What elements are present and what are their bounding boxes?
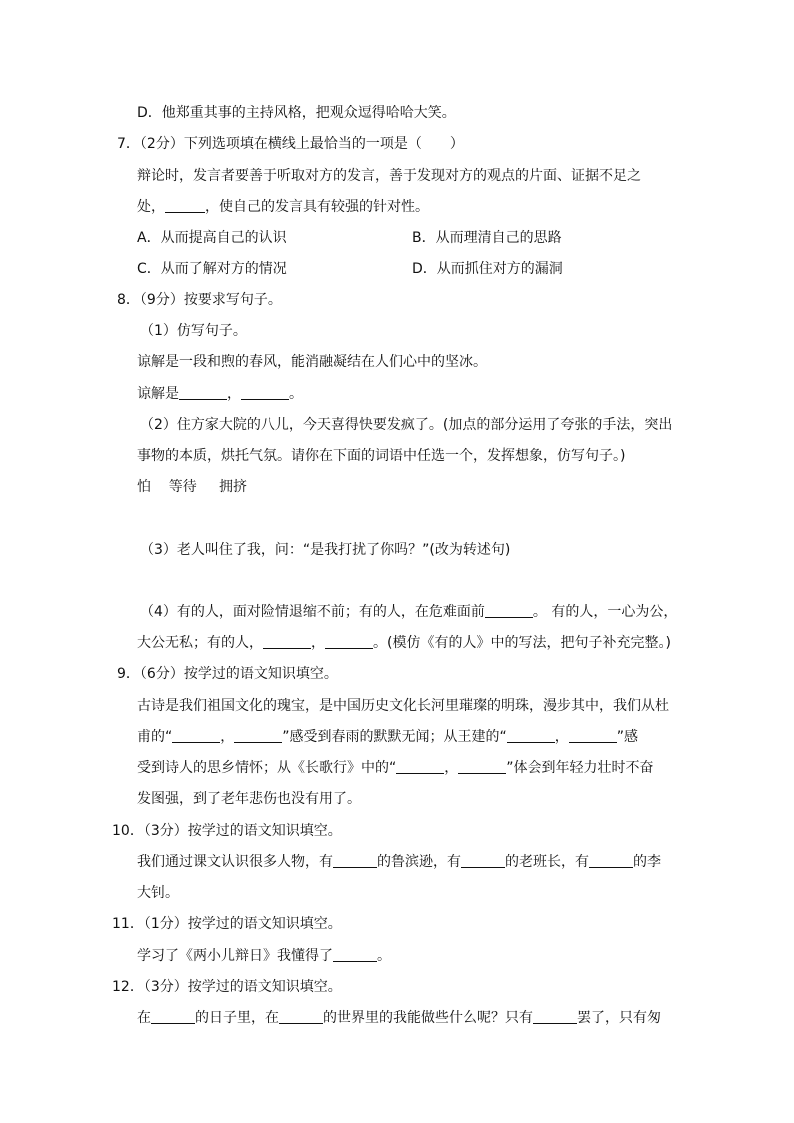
q11-line1 [137, 946, 391, 966]
q11-text-a: 学习了《两小儿辩日》我懂得了 [137, 948, 333, 964]
q7-options-row2 [137, 259, 737, 279]
q8-part1-text-a: 谅解是 [137, 386, 179, 402]
q8-part3: （3）老人叫住了我，问：“是我打扰了你吗？”(改为转述句) [140, 542, 511, 558]
q7-option-b[interactable]: B．从而理清自己的思路 [412, 230, 562, 246]
q8-part4-line1 [140, 602, 677, 622]
q10-blank-2[interactable] [461, 853, 505, 868]
q10-text-d: 的李 [633, 854, 661, 870]
q9-text-b: ， [220, 729, 235, 745]
q9-blank-5[interactable] [396, 759, 444, 774]
q8-part1-blank-2[interactable] [241, 385, 289, 400]
q9-line1: 古诗是我们祖国文化的瑰宝，是中国历史文化长河里璀璨的明珠，漫步其中，我们从杜 [137, 698, 669, 714]
q9-blank-4[interactable] [569, 728, 617, 743]
q12-line1 [137, 1008, 661, 1028]
q12-text-a: 在 [137, 1010, 151, 1026]
q9-line2 [137, 727, 638, 747]
q11-blank[interactable] [333, 947, 377, 962]
q12-text-b: 的日子里，在 [195, 1010, 279, 1026]
q7-header [117, 134, 464, 154]
q12-text-d: 罢了，只有匆 [577, 1010, 661, 1026]
q8-part2-words: 怕 等待 拥挤 [137, 479, 248, 495]
q7-option-c[interactable]: C．从而了解对方的情况 [137, 261, 287, 277]
q8-part1-blank-1[interactable] [179, 385, 227, 400]
q8-part4-text-a: （4）有的人，面对险情退缩不前；有的人，在危难面前 [140, 604, 485, 620]
q8-part1-label: （1）仿写句子。 [140, 323, 247, 339]
q12-header: 12．（3分）按学过的语文知识填空。 [112, 979, 342, 995]
q9-text-h: ”体会到年轻力壮时不奋 [506, 760, 654, 776]
q9-blank-3[interactable] [507, 728, 555, 743]
q9-line4: 发图强，到了老年悲伤也没有用了。 [137, 791, 361, 807]
q9-text-g: ， [444, 760, 459, 776]
q8-part1-text-c: 。 [289, 386, 303, 402]
q9-blank-1[interactable] [172, 728, 220, 743]
q9-blank-6[interactable] [458, 759, 506, 774]
q7-close: ） [449, 136, 464, 152]
q10-text-c: 的老班长，有 [505, 854, 589, 870]
q10-text-a: 我们通过课文认识很多人物，有 [137, 854, 333, 870]
q7-options-row1 [137, 228, 737, 248]
q8-part1-text-b: ， [227, 386, 241, 402]
q7-blank[interactable] [165, 198, 205, 213]
q9-blank-2[interactable] [234, 728, 282, 743]
q8-part4-text-c: 大公无私；有的人， [137, 635, 263, 651]
q10-line2: 大钊。 [137, 885, 179, 901]
q10-blank-1[interactable] [333, 853, 377, 868]
q12-text-c: 的世界里的我能做些什么呢？只有 [323, 1010, 533, 1026]
q8-part4-text-b: 。 有的人，一心为公， [532, 604, 678, 620]
q9-text-a: 甫的“ [137, 729, 173, 745]
q8-part4-text-e: 。(模仿《有的人》中的写法，把句子补充完整。) [373, 635, 671, 651]
q9-header: 9．（6分）按学过的语文知识填空。 [117, 666, 338, 682]
q9-line3 [137, 758, 654, 778]
q12-blank-1[interactable] [151, 1009, 195, 1024]
q8-part2-line2: 事物的本质，烘托气氛。请你在下面的词语中任选一个，发挥想象，仿写句子。) [137, 448, 626, 464]
q8-header: 8．（9分）按要求写句子。 [117, 292, 282, 308]
q10-blank-3[interactable] [589, 853, 633, 868]
q8-part4-blank-1[interactable] [485, 603, 533, 618]
q9-text-d: ， [554, 729, 569, 745]
q10-text-b: 的鲁滨逊，有 [377, 854, 461, 870]
q7-option-a[interactable]: A．从而提高自己的认识 [137, 230, 287, 246]
q8-part4-text-d: ， [311, 635, 325, 651]
q8-part2-line1: （2）住方家大院的八儿，今天喜得快要发疯了。(加点的部分运用了夸张的手法，突出 [140, 417, 673, 433]
q8-part1-example: 谅解是一段和煦的春风，能消融凝结在人们心中的坚冰。 [137, 354, 487, 370]
q8-part4-blank-2[interactable] [263, 634, 311, 649]
q10-line1 [137, 852, 661, 872]
q8-part4-blank-3[interactable] [325, 634, 373, 649]
q9-text-c: ”感受到春雨的默默无闻；从王建的“ [282, 729, 507, 745]
q9-text-f: 受到诗人的思乡情怀；从《长歌行》中的“ [137, 760, 397, 776]
q7-stem-text-a: 处， [137, 199, 165, 215]
q12-blank-3[interactable] [533, 1009, 577, 1024]
q8-part1-answer [137, 384, 303, 404]
q11-text-b: 。 [377, 948, 391, 964]
q12-blank-2[interactable] [279, 1009, 323, 1024]
q7-stem-line2 [137, 197, 429, 217]
q11-header: 11．（1分）按学过的语文知识填空。 [112, 916, 342, 932]
q10-header: 10．（3分）按学过的语文知识填空。 [112, 823, 342, 839]
q9-text-e: ”感 [616, 729, 639, 745]
q6-option-d: D．他郑重其事的主持风格，把观众逗得哈哈大笑。 [137, 105, 456, 121]
q7-option-d[interactable]: D．从而抓住对方的漏洞 [412, 261, 563, 277]
q7-title: 7．（2分）下列选项填在横线上最恰当的一项是（ [117, 136, 422, 152]
q7-stem-text-b: ，使自己的发言具有较强的针对性。 [205, 199, 429, 215]
q8-part4-line2 [137, 633, 671, 653]
q7-stem-line1: 辩论时，发言者要善于听取对方的发言，善于发现对方的观点的片面、证据不足之 [137, 168, 641, 184]
